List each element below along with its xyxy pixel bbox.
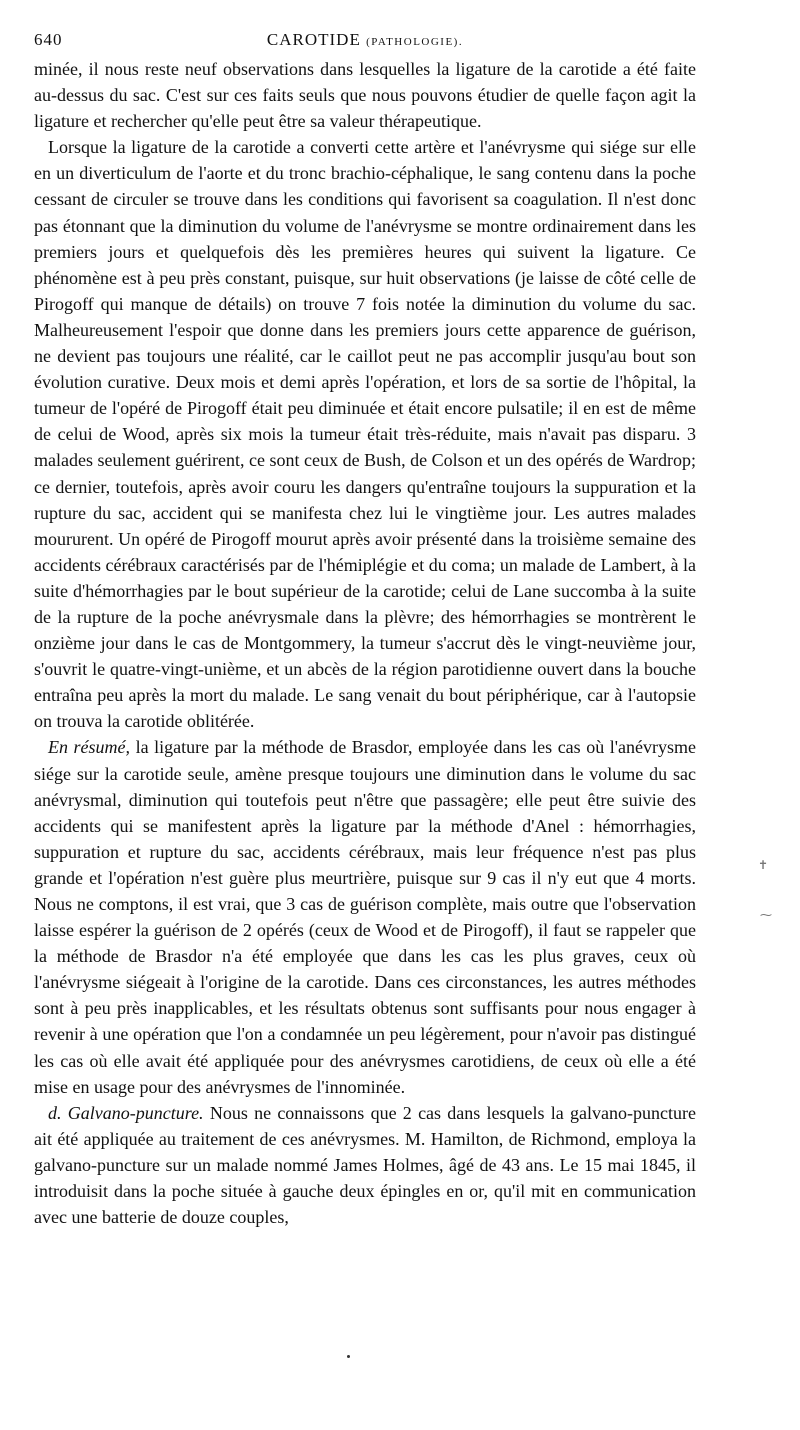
page (34, 26, 696, 1230)
body-text (34, 56, 696, 1230)
margin-mark: ⁓ (760, 908, 772, 922)
paragraph-4-lead: d. Galvano-puncture. (48, 1102, 204, 1123)
paragraph-3-lead: En résumé, (48, 737, 131, 758)
running-title-sub: (PATHOLOGIE). (366, 36, 464, 48)
page-number: 640 (34, 30, 63, 49)
margin-mark: ✝ (758, 858, 769, 872)
paragraph-4 (34, 1100, 696, 1230)
paragraph-3 (34, 734, 696, 1099)
running-title (34, 30, 696, 50)
running-header (34, 26, 696, 56)
running-title-main: CAROTIDE (266, 30, 361, 49)
paragraph-2: Lorsque la ligature de la carotide a converti cette artère et l'anévrysme qui siége sur elle en un diverticulum de l'aorte et du tronc brachio-céphalique, le sang contenu dans la poche cessant de circuler se trouve dans les conditions qui favorisent sa coagulation. Il n'est donc pas étonnant que la diminution du volume de l'anévrysme se montre ordinairement dans les premiers jours et quelquefois dès les premières heures qui suivent la ligature. Ce phénomène est à peu près constant, puisque, sur huit observations (je laisse de côté celle de Pirogoff qui manque de détails) on trouve 7 fois notée la diminution du volume du sac. Malheureusement l'espoir que donne dans les premiers jours cette apparence de guérison, ne devient pas toujours une réalité, car le caillot peut ne pas accomplir jusqu'au bout son évolution curative. Deux mois et demi après l'opération, et lors de sa sortie de l'hôpital, la tumeur de l'opéré de Pirogoff était peu diminuée et était encore pulsatile; il en est de même de celui de Wood, après six mois la tumeur était très-réduite, mais n'avait pas disparu. 3 malades seulement guérirent, ce sont ceux de Bush, de Colson et un des opérés de Wardrop; ce dernier, toutefois, après avoir couru les dangers qu'entraîne toujours la suppuration et la rupture du sac, accident qui se manifesta chez lui le vingtième jour. Les autres malades moururent. Un opéré de Pirogoff mourut après avoir présenté dans la troisième semaine des accidents cérébraux caractérisés par de l'hémiplégie et du coma; un malade de Lambert, à la suite d'hémorrhagies par le bout supérieur de la carotide; celui de Lane succomba à la suite de la rupture de la poche anévrysmale dans la plèvre; des hémorrhagies se montrèrent le onzième jour dans le cas de Montgommery, la tumeur s'accrut dès le vingt-neuvième jour, s'ouvrit le quatre-vingt-unième, et un abcès de la région parotidienne ouvert dans la bouche entraîna peu après la mort du malade. Le sang venait du bout périphérique, car à l'autopsie on trouva la carotide oblitérée. (34, 137, 696, 732)
paragraph-4-text: Nous ne connaissons que 2 cas dans lesquels la galvano-puncture ait été appliquée au traitement de ces anévrysmes. M. Hamilton, de Richmond, employa la galvano-puncture sur un malade nommé James Holmes, âgé de 43 ans. Le 15 mai 1845, il introduisit dans la poche située à gauche deux épingles en or, qu'il mit en communication avec une batterie de douze couples, (34, 1102, 696, 1228)
paragraph-3-text: la ligature par la méthode de Brasdor, employée dans les cas où l'anévrysme siége sur la carotide seule, amène presque toujours une diminution dans le volume du sac anévrysmal, diminution qui toutefois peut n'être que passagère; elle peut être suivie des accidents qui se manifestent après la ligature par la méthode d'Anel : hémorrhagies, suppuration et rupture du sac, accidents cérébraux, mais leur fréquence n'est pas plus grande et l'opération n'est guère plus meurtrière, puisque sur 9 cas il n'y eut que 4 morts. Nous ne comptons, il est vrai, que 3 cas de guérison complète, mais outre que l'observation laisse espérer la guérison de 2 opérés (ceux de Wood et de Pirogoff), il faut se rappeler que la méthode de Brasdor n'a été employée que dans les cas les plus graves, ceux où l'anévrysme siégeait à l'origine de la carotide. Dans ces circonstances, les autres méthodes sont à peu près inapplicables, et les résultats obtenus sont suffisants pour nous engager à revenir à une opération que l'on a condamnée un peu légèrement, pour n'avoir pas distingué les cas où elle avait été appliquée pour des anévrysmes carotidiens, de ceux où elle a été mise en usage pour des anévrysmes de l'innominée. (34, 737, 696, 1097)
print-speck (347, 1355, 350, 1358)
paragraph-1: minée, il nous reste neuf observations dans lesquelles la ligature de la carotide a été faite au-dessus du sac. C'est sur ces faits seuls que nous pouvons étudier de quelle façon agit la ligature et rechercher qu'elle peut être sa valeur thérapeutique. (34, 59, 696, 132)
